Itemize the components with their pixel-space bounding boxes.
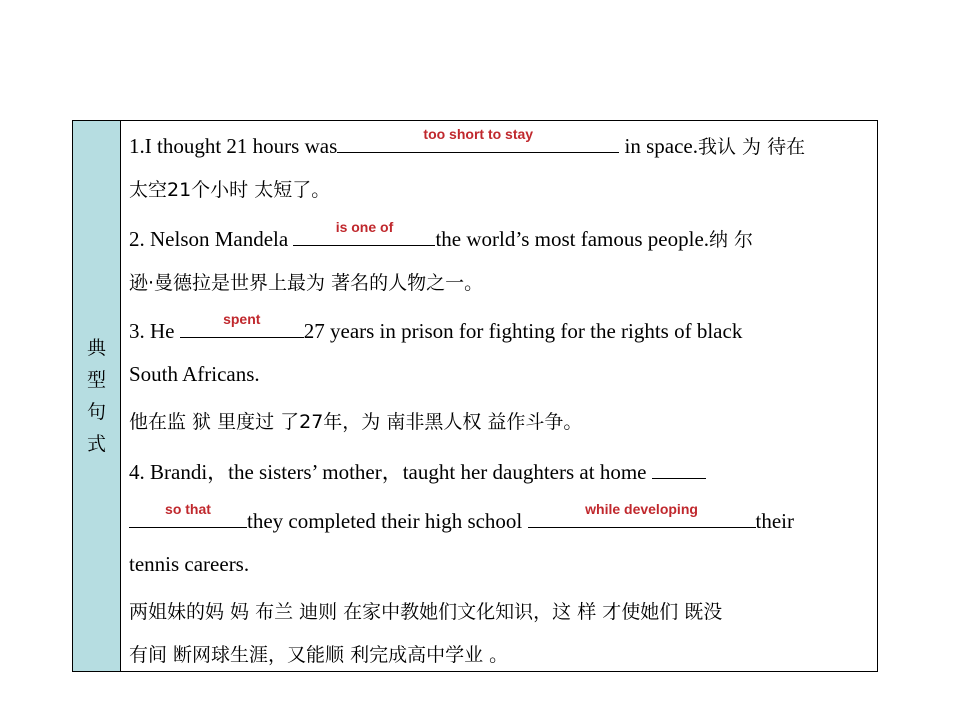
answer-4: so that: [165, 501, 211, 517]
sentence-1-line-1: 1.I thought 21 hours was too short to stay in space.我认 为 待在: [129, 126, 806, 158]
sentence-3-line-1: 3. He spent 27 years in prison for fighting for the rights of black: [129, 311, 743, 343]
label-char: 型: [86, 369, 106, 391]
sentence-4-line-3: tennis careers.: [129, 552, 250, 576]
sentence-4-translation-2: 有间 断网球生涯，又能顺 利完成高中学业 。: [129, 644, 509, 666]
answer-blank-5: [528, 501, 756, 528]
sentence-2-translation: 逊·曼德拉是世界上最为 著名的人物之一。: [129, 272, 484, 294]
sentence-3-translation: 他在监 狱 里度过 了27年，为 南非黑人权 益作斗争。: [129, 411, 583, 433]
sentence-2-line-1: 2. Nelson Mandela is one of the world’s most famous people.纳 尔: [129, 219, 754, 251]
answer-blank-4b: [129, 501, 247, 528]
answer-1: too short to stay: [423, 126, 534, 142]
answer-blank-4a: [652, 460, 706, 479]
answer-5: while developing: [585, 501, 698, 517]
sentence-table: [72, 120, 878, 672]
sentence-4-line-1: 4. Brandi，the sisters’ mother，taught her daughters at home: [129, 459, 706, 485]
answer-blank-1: [337, 126, 619, 153]
answer-blank-3: [180, 311, 304, 338]
sentence-content: [121, 121, 877, 671]
answer-2: is one of: [335, 219, 394, 235]
sentence-1-translation: 太空21个小时 太短了。: [129, 179, 331, 201]
sentence-4-translation-1: 两姐妹的妈 妈 布兰 迪则 在家中教她们文化知识，这 样 才使她们 既没: [129, 601, 723, 623]
sentence-3-line-2: South Africans.: [129, 362, 260, 386]
section-label: [73, 121, 121, 671]
label-char: 式: [86, 433, 106, 455]
answer-blank-2: [293, 219, 435, 246]
answer-3: spent: [223, 311, 261, 327]
sentence-4-line-2: so that they completed their high school while developing their: [129, 508, 794, 534]
label-char: 句: [86, 401, 106, 423]
label-char: 典: [86, 337, 106, 359]
